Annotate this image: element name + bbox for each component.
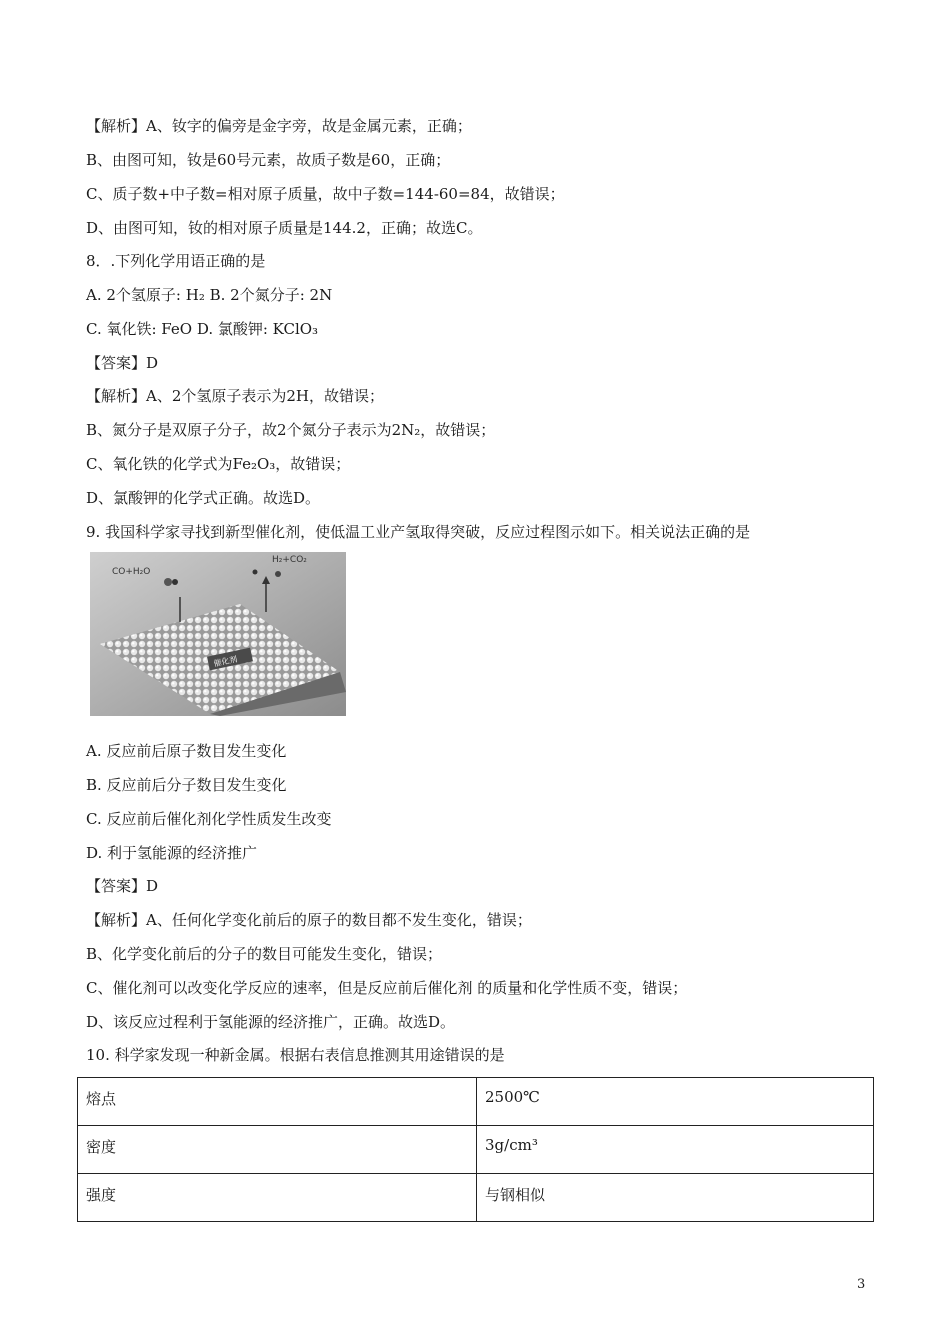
table-row — [78, 1078, 874, 1126]
metal-properties-table — [77, 1077, 874, 1222]
option-line: C. 氧化铁: FeO D. 氯酸钾: KClO₃ — [86, 320, 319, 338]
table-row — [78, 1126, 874, 1174]
question-8: 8．.下列化学用语正确的是 — [86, 252, 266, 270]
option-line: B. 反应前后分子数目发生变化 — [86, 776, 287, 794]
text-line: 【解析】A、2个氢原子表示为2H，故错误； — [86, 387, 385, 405]
text-line: B、化学变化前后的分子的数目可能发生变化，错误； — [86, 945, 443, 963]
text-line: D、由图可知，钕的相对原子质量是144.2，正确；故选C。 — [86, 219, 483, 237]
option-line: C. 反应前后催化剂化学性质发生改变 — [86, 810, 332, 828]
table-cell: 熔点 — [78, 1078, 477, 1126]
option-line: A. 反应前后原子数目发生变化 — [86, 742, 287, 760]
text-line: D、氯酸钾的化学式正确。故选D。 — [86, 489, 321, 507]
text-line: 【解析】A、任何化学变化前后的原子的数目都不发生变化，错误； — [86, 911, 532, 929]
text-line: C、氧化铁的化学式为Fe₂O₃，故错误； — [86, 455, 351, 473]
table-cell: 密度 — [78, 1126, 477, 1174]
answer-line: 【答案】D — [86, 877, 159, 895]
text-line: B、由图可知，钕是60号元素，故质子数是60，正确； — [86, 151, 451, 169]
table-row — [78, 1174, 874, 1222]
table-cell: 3g/cm³ — [477, 1126, 874, 1174]
table-cell: 强度 — [78, 1174, 477, 1222]
answer-line: 【答案】D — [86, 354, 159, 372]
reactant-label: CO+H₂O — [112, 567, 151, 577]
catalyst-label: 催化剂 — [212, 654, 239, 669]
question-10: 10. 科学家发现一种新金属。根据右表信息推测其用途错误的是 — [86, 1046, 505, 1064]
text-line: C、质子数+中子数=相对原子质量，故中子数=144-60=84，故错误； — [86, 185, 565, 203]
page-number: 3 — [857, 1277, 866, 1292]
text-line: D、该反应过程利于氢能源的经济推广，正确。故选D。 — [86, 1013, 456, 1031]
option-line: A. 2个氢原子: H₂ B. 2个氮分子: 2N — [86, 286, 333, 304]
table-cell: 与钢相似 — [477, 1174, 874, 1222]
product-label: H₂+CO₂ — [272, 555, 307, 565]
question-9: 9. 我国科学家寻找到新型催化剂，使低温工业产氢取得突破，反应过程图示如下。相关说法正确的是 — [86, 523, 751, 541]
option-line: D. 利于氢能源的经济推广 — [86, 844, 258, 862]
text-line: B、氮分子是双原子分子，故2个氮分子表示为2N₂，故错误； — [86, 421, 496, 439]
text-line: 【解析】A、钕字的偏旁是金字旁，故是金属元素，正确； — [86, 117, 472, 135]
text-line: C、催化剂可以改变化学反应的速率，但是反应前后催化剂 的质量和化学性质不变，错误； — [86, 979, 688, 997]
table-cell: 2500℃ — [477, 1078, 874, 1126]
catalyst-reaction-figure — [90, 552, 346, 716]
